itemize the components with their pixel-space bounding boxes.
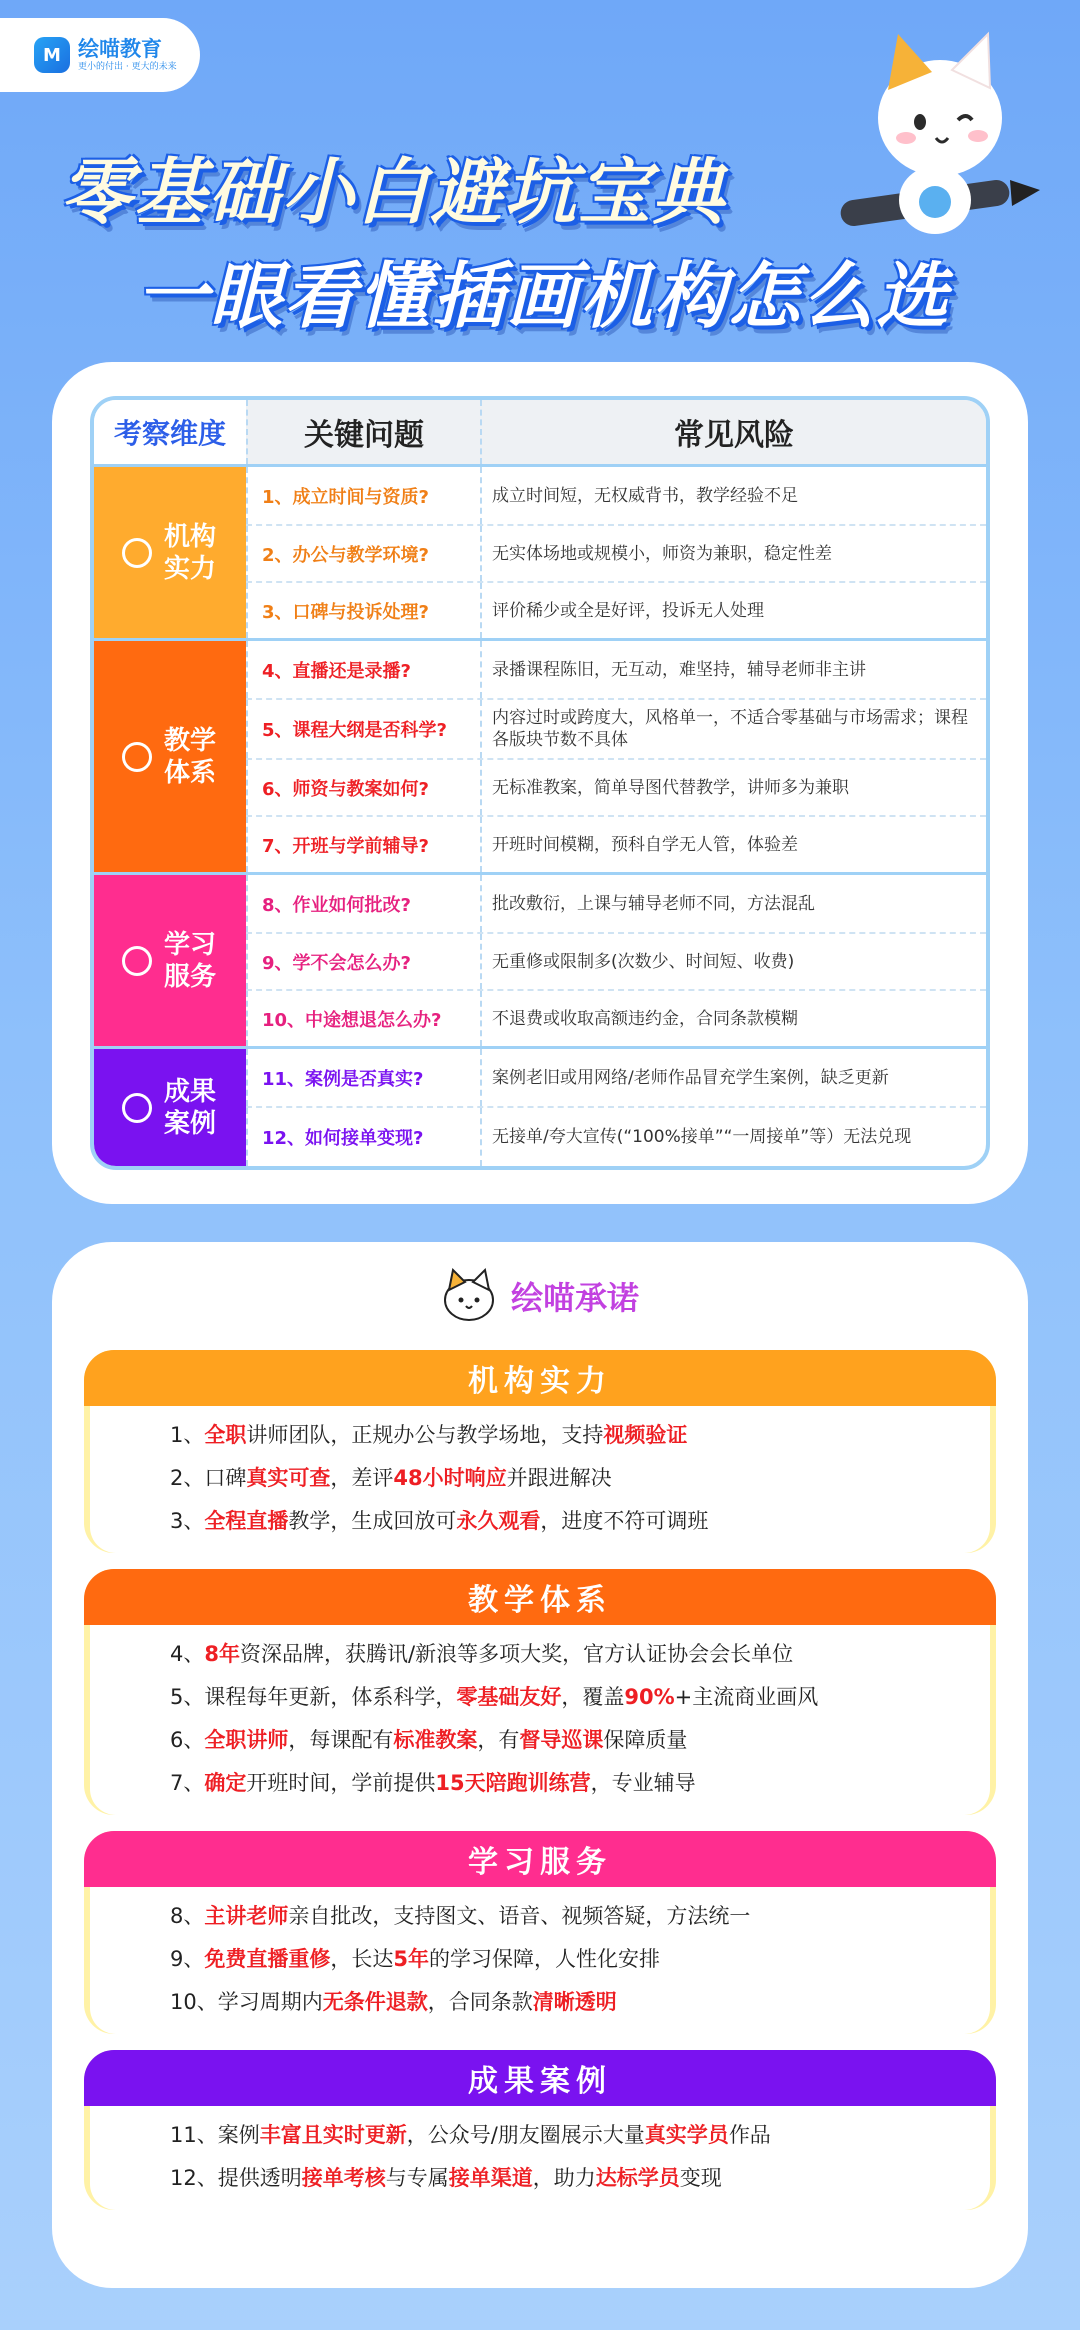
section-title: 教学体系 bbox=[84, 1569, 996, 1625]
risk-cell: 案例老旧或用网络/老师作品冒充学生案例，缺乏更新 bbox=[480, 1049, 986, 1106]
risk-cell: 无接单/夸大宣传(“100%接单”“一周接单”等）无法兑现 bbox=[480, 1108, 986, 1166]
risk-cell: 无重修或限制多(次数少、时间短、收费) bbox=[480, 934, 986, 989]
item-text: 9、 bbox=[170, 1947, 205, 1971]
highlight-text: 全程直播 bbox=[204, 1509, 289, 1533]
table-row bbox=[246, 641, 986, 698]
risk-cell: 成立时间短，无权威背书，教学经验不足 bbox=[480, 467, 986, 524]
item-text: 11、案例 bbox=[170, 2123, 260, 2147]
promise-section bbox=[84, 2050, 996, 2210]
headline-line2: 一眼看懂插画机构怎么选 bbox=[136, 254, 951, 338]
item-text: ，助力 bbox=[532, 2166, 596, 2190]
highlight-text: 清晰透明 bbox=[532, 1990, 617, 2014]
item-text: 资深品牌，获腾讯/新浪等多项大奖，官方认证协会会长单位 bbox=[240, 1642, 794, 1666]
section-title: 机构实力 bbox=[84, 1350, 996, 1406]
header-dimension: 考察维度 bbox=[94, 400, 246, 464]
promise-item bbox=[170, 2157, 990, 2200]
highlight-text: 8年 bbox=[204, 1642, 240, 1666]
promise-section bbox=[84, 1831, 996, 2034]
item-text: 4、 bbox=[170, 1642, 205, 1666]
highlight-text: 丰富且实时更新 bbox=[259, 2123, 407, 2147]
promise-item bbox=[170, 1719, 990, 1762]
risk-cell: 录播课程陈旧，无互动，难坚持，辅导老师非主讲 bbox=[480, 641, 986, 698]
risk-cell: 开班时间模糊，预科自学无人管，体验差 bbox=[480, 817, 986, 872]
comparison-table bbox=[90, 396, 990, 1170]
item-text: 与专属 bbox=[385, 2166, 449, 2190]
atom-icon bbox=[122, 742, 152, 772]
item-text: 12、提供透明 bbox=[170, 2166, 302, 2190]
item-text: 5、课程每年更新，体系科学， bbox=[170, 1685, 457, 1709]
group-label: 学习服务 bbox=[163, 929, 216, 992]
table-group bbox=[94, 467, 986, 638]
comparison-card bbox=[52, 362, 1028, 1204]
group-category bbox=[94, 1049, 246, 1166]
question-cell: 3、口碑与投诉处理? bbox=[246, 583, 480, 638]
promise-section bbox=[84, 1350, 996, 1553]
promise-item bbox=[170, 2114, 990, 2157]
item-text: 保障质量 bbox=[603, 1728, 688, 1752]
highlight-text: 接单考核 bbox=[301, 2166, 386, 2190]
risk-cell: 评价稀少或全是好评，投诉无人处理 bbox=[480, 583, 986, 638]
item-text: 2、口碑 bbox=[170, 1466, 247, 1490]
highlight-text: 15天陪跑训练营 bbox=[435, 1771, 591, 1795]
item-text: ，进度不符可调班 bbox=[540, 1509, 709, 1533]
item-text: 开班时间，学前提供 bbox=[246, 1771, 436, 1795]
risk-cell: 无标准教案，简单导图代替教学，讲师多为兼职 bbox=[480, 760, 986, 815]
item-text: 作品 bbox=[728, 2123, 771, 2147]
risk-cell: 内容过时或跨度大，风格单一，不适合零基础与市场需求；课程各版块节数不具体 bbox=[480, 700, 986, 758]
question-cell: 10、中途想退怎么办? bbox=[246, 991, 480, 1046]
table-header bbox=[94, 400, 986, 467]
highlight-text: 督导巡课 bbox=[519, 1728, 604, 1752]
item-text: ，合同条款 bbox=[427, 1990, 533, 2014]
risk-cell: 无实体场地或规模小，师资为兼职，稳定性差 bbox=[480, 526, 986, 581]
group-category bbox=[94, 467, 246, 638]
table-row bbox=[246, 467, 986, 524]
promise-card bbox=[52, 1242, 1028, 2288]
section-title: 学习服务 bbox=[84, 1831, 996, 1887]
question-cell: 9、学不会怎么办? bbox=[246, 934, 480, 989]
item-text: ，差评 bbox=[330, 1466, 394, 1490]
highlight-text: 零基础友好 bbox=[456, 1685, 562, 1709]
table-row bbox=[246, 1106, 986, 1166]
question-cell: 1、成立时间与资质? bbox=[246, 467, 480, 524]
logo-mark-icon: M bbox=[34, 37, 70, 73]
item-text: 8、 bbox=[170, 1904, 205, 1928]
section-title: 成果案例 bbox=[84, 2050, 996, 2106]
promise-item bbox=[170, 1414, 990, 1457]
highlight-text: 90% bbox=[624, 1685, 675, 1709]
promise-item bbox=[170, 1895, 990, 1938]
item-text: 并跟进解决 bbox=[506, 1466, 612, 1490]
item-text: 6、 bbox=[170, 1728, 205, 1752]
highlight-text: 全职 bbox=[204, 1423, 247, 1447]
item-text: +主流商业画风 bbox=[674, 1685, 819, 1709]
brand-slogan: 更小的付出 · 更大的未来 bbox=[78, 62, 177, 72]
question-cell: 5、课程大纲是否科学? bbox=[246, 700, 480, 758]
item-text: 3、 bbox=[170, 1509, 205, 1533]
question-cell: 12、如何接单变现? bbox=[246, 1108, 480, 1166]
promise-title: 绘喵承诺 bbox=[510, 1279, 639, 1317]
item-text: 讲师团队，正规办公与教学场地，支持 bbox=[246, 1423, 604, 1447]
risk-cell: 不退费或收取高额违约金，合同条款模糊 bbox=[480, 991, 986, 1046]
item-text: ，每课配有 bbox=[288, 1728, 394, 1752]
highlight-text: 48小时响应 bbox=[393, 1466, 507, 1490]
header-risk: 常见风险 bbox=[480, 400, 986, 464]
highlight-text: 永久观看 bbox=[456, 1509, 541, 1533]
table-row bbox=[246, 524, 986, 581]
table-row bbox=[246, 1049, 986, 1106]
promise-header bbox=[84, 1258, 996, 1334]
highlight-text: 确定 bbox=[204, 1771, 247, 1795]
highlight-text: 免费直播重修 bbox=[204, 1947, 331, 1971]
brand-logo bbox=[0, 18, 200, 92]
question-cell: 7、开班与学前辅导? bbox=[246, 817, 480, 872]
question-cell: 11、案例是否真实? bbox=[246, 1049, 480, 1106]
group-category bbox=[94, 641, 246, 872]
highlight-text: 无条件退款 bbox=[322, 1990, 428, 2014]
promise-item bbox=[170, 1633, 990, 1676]
group-label: 机构实力 bbox=[163, 521, 216, 584]
item-text: 10、学习周期内 bbox=[170, 1990, 323, 2014]
table-row bbox=[246, 875, 986, 932]
table-row bbox=[246, 758, 986, 815]
item-text: 的学习保障，人性化安排 bbox=[429, 1947, 660, 1971]
promise-item bbox=[170, 1500, 990, 1543]
chart-icon bbox=[122, 1093, 152, 1123]
table-row bbox=[246, 989, 986, 1046]
promise-item bbox=[170, 1676, 990, 1719]
question-cell: 4、直播还是录播? bbox=[246, 641, 480, 698]
cat-mascot-icon bbox=[840, 30, 1040, 250]
item-text: 1、 bbox=[170, 1423, 205, 1447]
item-text: 变现 bbox=[679, 2166, 722, 2190]
item-text: ，覆盖 bbox=[561, 1685, 625, 1709]
highlight-text: 接单渠道 bbox=[448, 2166, 533, 2190]
item-text: ，专业辅导 bbox=[590, 1771, 696, 1795]
highlight-text: 主讲老师 bbox=[204, 1904, 289, 1928]
item-text: 7、 bbox=[170, 1771, 205, 1795]
table-row bbox=[246, 932, 986, 989]
question-cell: 8、作业如何批改? bbox=[246, 875, 480, 932]
item-text: ，有 bbox=[477, 1728, 520, 1752]
promise-item bbox=[170, 1457, 990, 1500]
group-category bbox=[94, 875, 246, 1046]
table-group bbox=[94, 872, 986, 1046]
item-text: ，公众号/朋友圈展示大量 bbox=[406, 2123, 645, 2147]
table-row bbox=[246, 698, 986, 758]
handshake-heart-icon bbox=[122, 946, 152, 976]
group-label: 教学体系 bbox=[163, 725, 216, 788]
highlight-text: 视频验证 bbox=[603, 1423, 688, 1447]
item-text: 教学，生成回放可 bbox=[288, 1509, 457, 1533]
promise-section bbox=[84, 1569, 996, 1815]
highlight-text: 全职讲师 bbox=[204, 1728, 289, 1752]
item-text: 亲自批改，支持图文、语音、视频答疑，方法统一 bbox=[288, 1904, 751, 1928]
table-group bbox=[94, 638, 986, 872]
header-question: 关键问题 bbox=[246, 400, 480, 464]
highlight-text: 标准教案 bbox=[393, 1728, 478, 1752]
risk-cell: 批改敷衍，上课与辅导老师不同，方法混乱 bbox=[480, 875, 986, 932]
item-text: ，长达 bbox=[330, 1947, 394, 1971]
cat-face-icon bbox=[441, 1268, 497, 1324]
group-label: 成果案例 bbox=[163, 1076, 216, 1139]
medal-icon bbox=[122, 538, 152, 568]
headline-line1: 零基础小白避坑宝典 bbox=[60, 150, 727, 234]
question-cell: 6、师资与教案如何? bbox=[246, 760, 480, 815]
highlight-text: 真实可查 bbox=[246, 1466, 331, 1490]
promise-item bbox=[170, 1938, 990, 1981]
table-row bbox=[246, 815, 986, 872]
highlight-text: 真实学员 bbox=[644, 2123, 729, 2147]
brand-name: 绘喵教育 bbox=[78, 37, 162, 61]
table-group bbox=[94, 1046, 986, 1166]
promise-item bbox=[170, 1762, 990, 1805]
highlight-text: 达标学员 bbox=[595, 2166, 680, 2190]
promise-item bbox=[170, 1981, 990, 2024]
highlight-text: 5年 bbox=[393, 1947, 429, 1971]
table-row bbox=[246, 581, 986, 638]
question-cell: 2、办公与教学环境? bbox=[246, 526, 480, 581]
